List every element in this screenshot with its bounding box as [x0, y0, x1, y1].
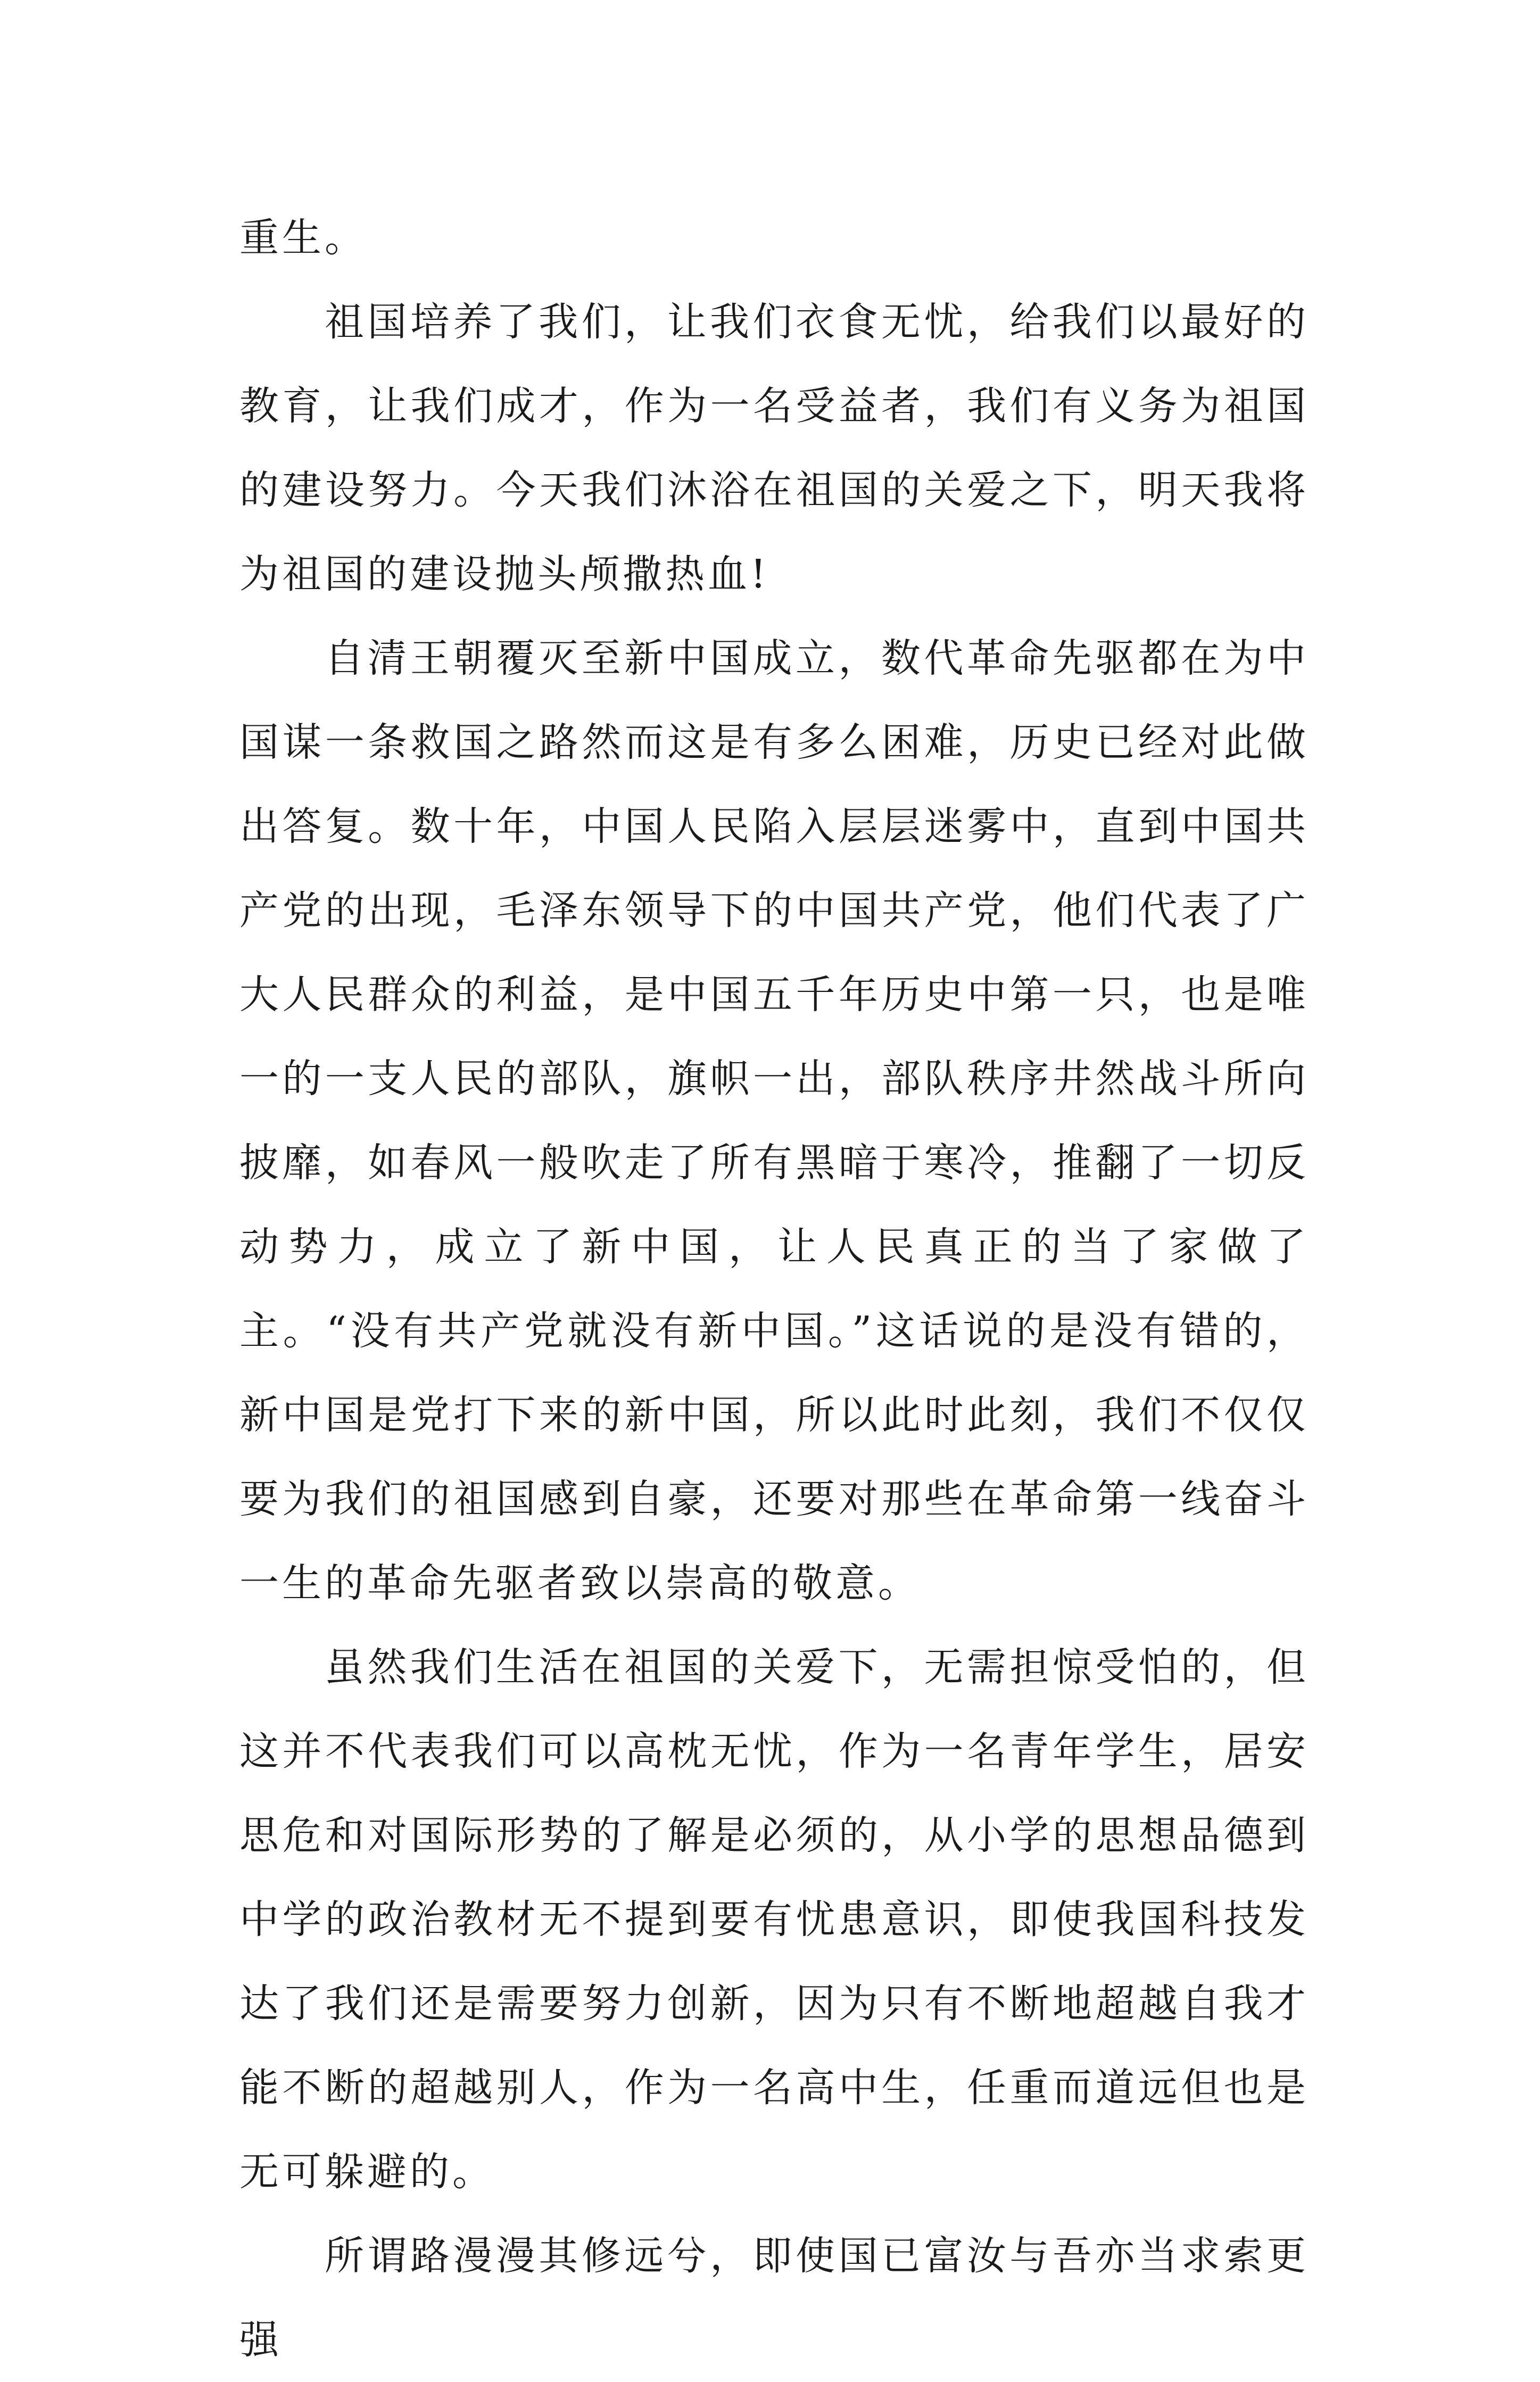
paragraph-2: 祖国培养了我们，让我们衣食无忧，给我们以最好的教育，让我们成才，作为一名受益者，我们有义务为祖国的建设努力。今天我们沐浴在祖国的关爱之下，明天我将为祖国的建设抛头颅撒热血! [239, 299, 1309, 597]
document-body [239, 196, 1309, 2382]
paragraph-3: 自清王朝覆灭至新中国成立，数代革命先驱都在为中国谋一条救国之路然而这是有多么困难，历史已经对此做出答复。数十年，中国人民陷入层层迷雾中，直到中国共产党的出现，毛泽东领导下的中国共产党，他们代表了广大人民群众的利益，是中国五千年历史中第一只，也是唯一的一支人民的部队，旗帜一出，部队秩序井然战斗所向披靡，如春风一般吹走了所有黑暗于寒冷，推翻了一切反动势力，成立了新中国，让人民真正的当了家做了主。“没有共产党就没有新中国。”这话说的是没有错的，新中国是党打下来的新中国，所以此时此刻，我们不仅仅要为我们的祖国感到自豪，还要对那些在革命第一线奋斗一生的革命先驱者致以崇高的敬意。 [239, 635, 1309, 1606]
paragraph-1: 重生。 [239, 215, 367, 261]
paragraph-4: 虽然我们生活在祖国的关爱下，无需担惊受怕的，但这并不代表我们可以高枕无忧，作为一名青年学生，居安思危和对国际形势的了解是必须的，从小学的思想品德到中学的政治教材无不提到要有忧患意识，即使我国科技发达了我们还是需要努力创新，因为只有不断地超越自我才能不断的超越别人，作为一名高中生，任重而道远但也是无可躲避的。 [239, 1644, 1309, 2195]
paragraph-5: 所谓路漫漫其修远兮，即使国已富汝与吾亦当求索更强 [239, 2233, 1309, 2363]
